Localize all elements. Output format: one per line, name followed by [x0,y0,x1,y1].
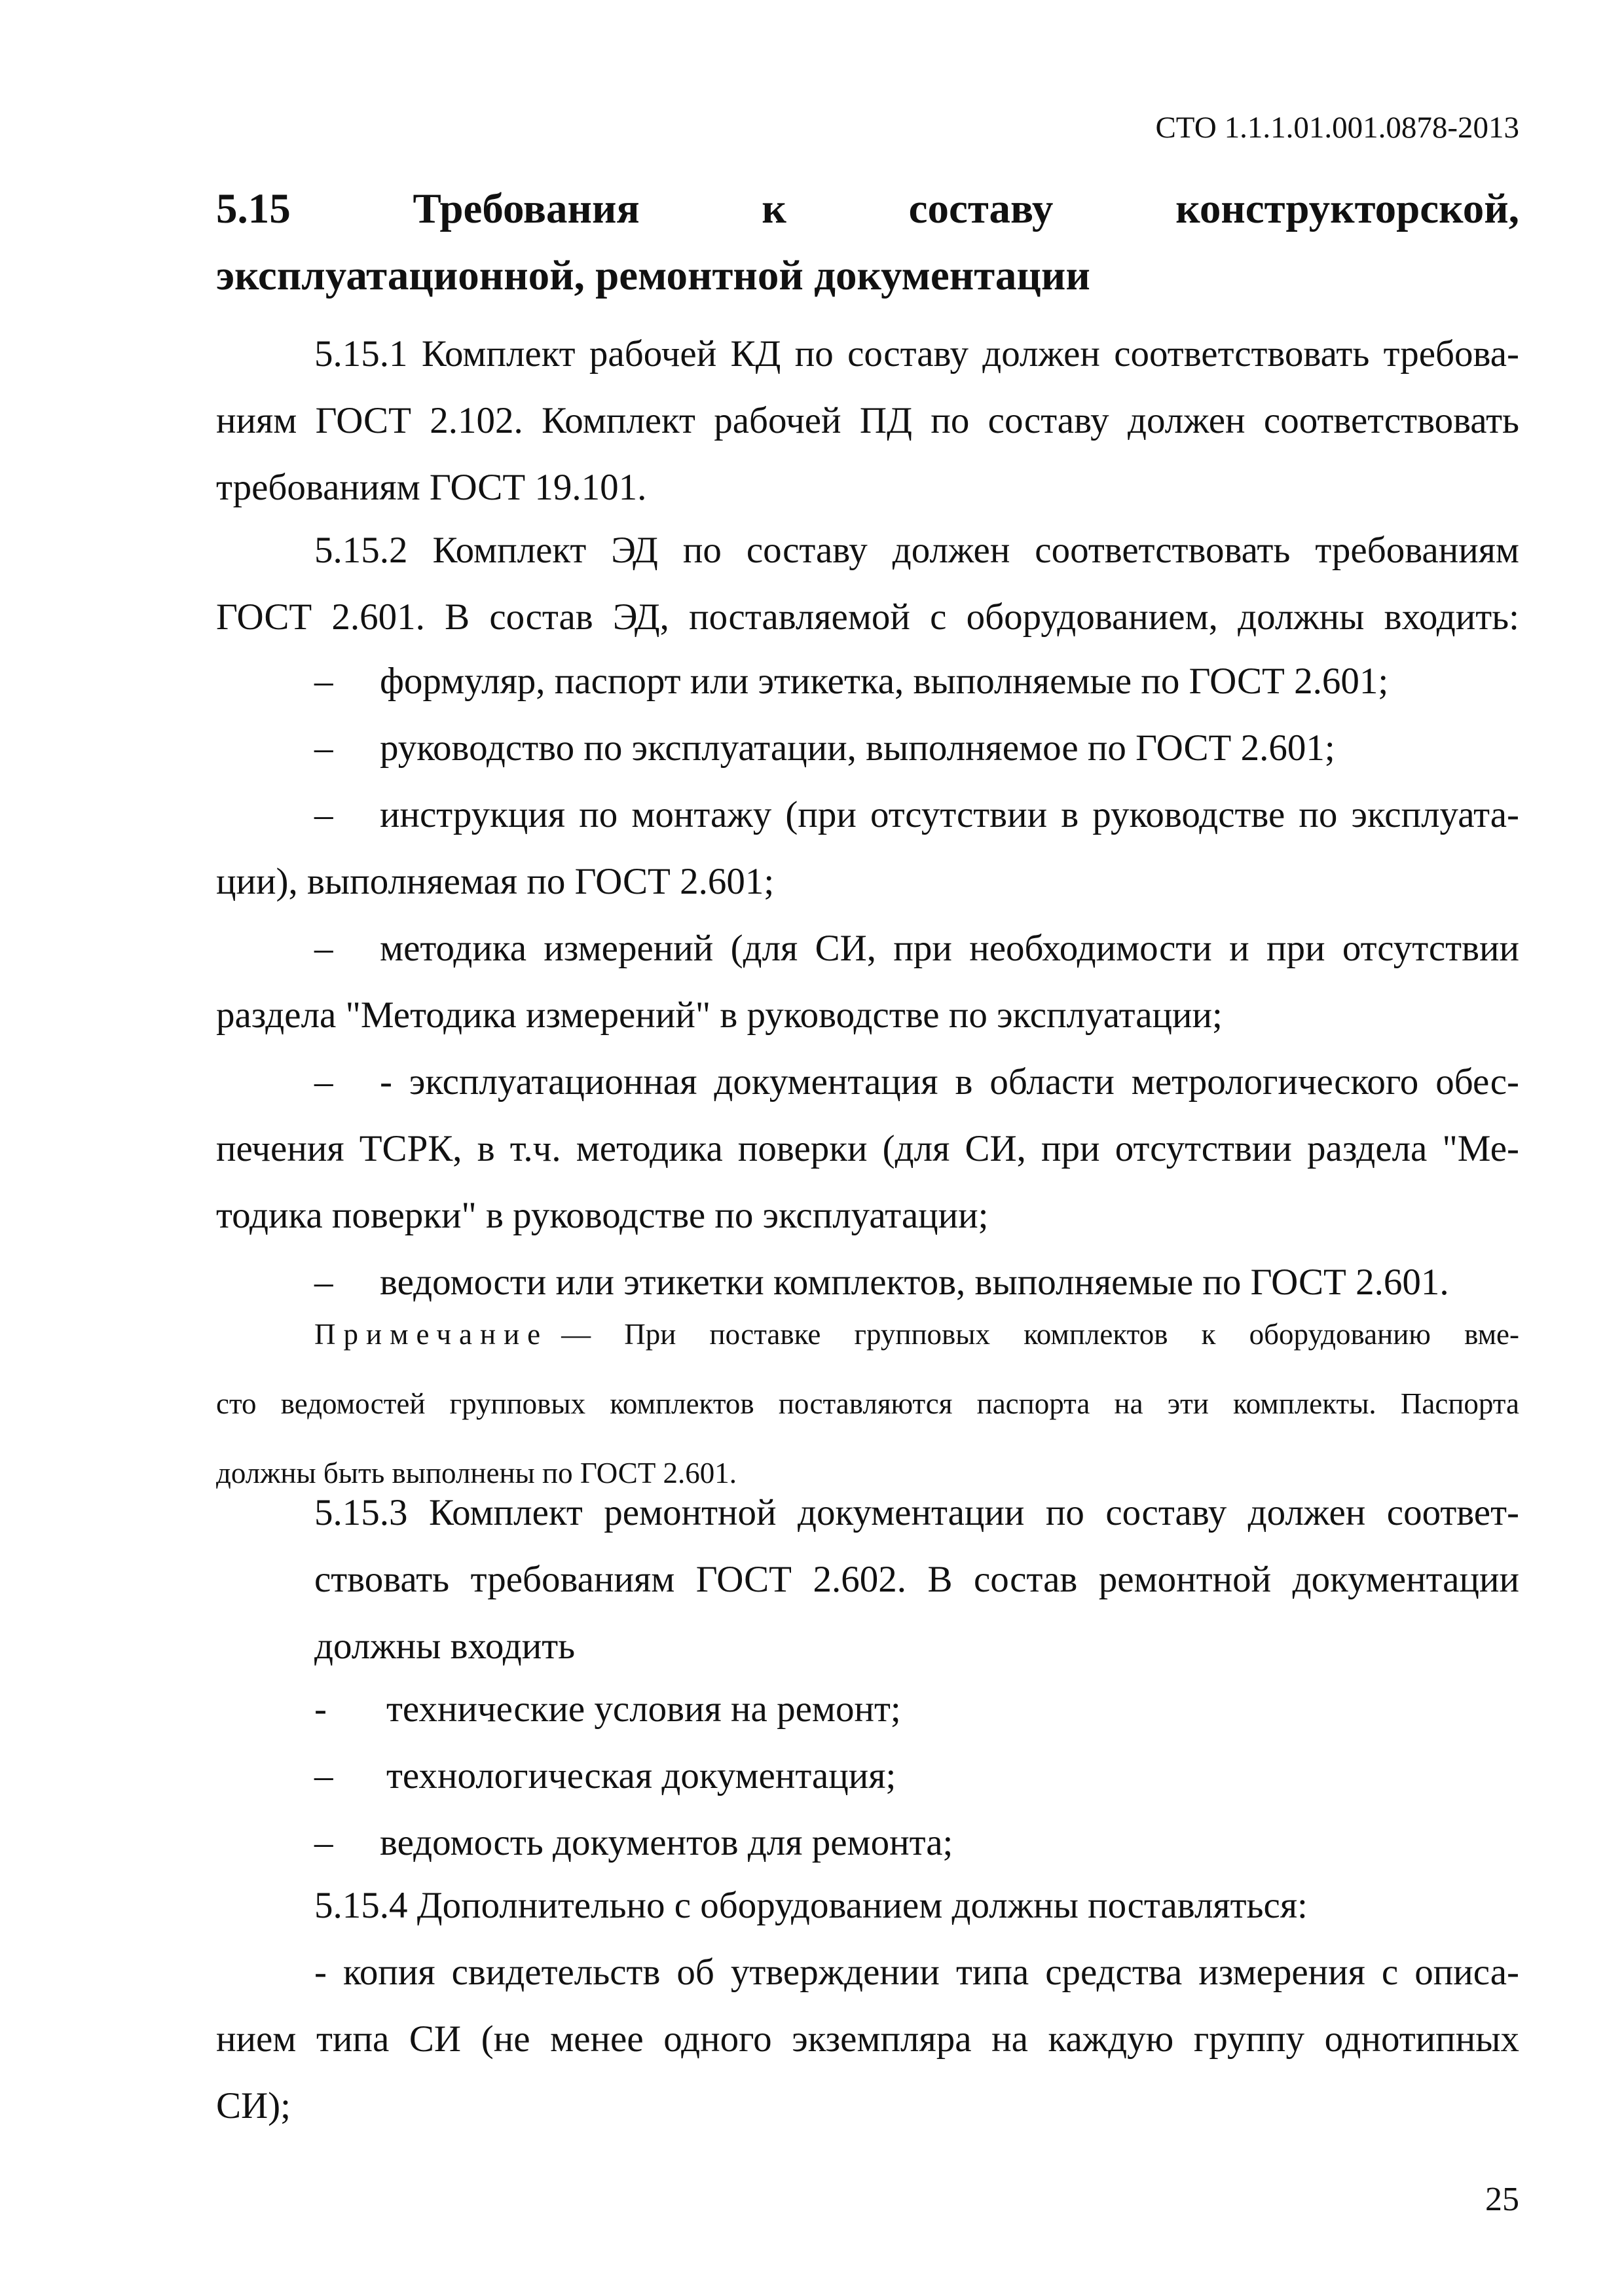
list-item-text: технические условия на ремонт; [386,1688,901,1730]
section-heading [216,175,1519,309]
text-line: нием типа СИ (не менее одного экземпляра на каждую группу однотипных [216,2018,1519,2060]
list-item-text: инструкция по монтажу (при отсутствии в руководстве по эксплуата- [380,794,1519,835]
list-dash: – [314,1061,333,1102]
note-line [216,1300,1519,1369]
list-dash: – [314,794,333,835]
list-item-continuation: тодика поверки" в руководстве по эксплуатации; [216,1195,989,1236]
list-item-text: технологическая документация; [386,1755,896,1796]
heading-word: к [762,185,786,232]
list-item-continuation: раздела "Методика измерений" в руководстве по эксплуатации; [216,994,1223,1036]
list-dash: – [314,1822,333,1863]
text-line: 5.15.3 Комплект ремонтной документации по составу должен соответ- [314,1492,1519,1533]
paragraph-5-15-4 [216,1872,1519,2140]
page-number: 25 [1485,2181,1519,2218]
list-dash: – [314,1755,333,1796]
list-item-continuation: печения ТСРК, в т.ч. методика поверки (для СИ, при отсутствии раздела "Ме- [216,1128,1519,1169]
list-dash: – [314,661,333,702]
list-item-text: формуляр, паспорт или этикетка, выполняемые по ГОСТ 2.601; [380,661,1389,702]
list-hyphen: - [314,1688,327,1730]
paragraph-5-15-1 [216,321,1519,521]
paragraph-5-15-3 [314,1480,1519,1680]
list-item-text: руководство по эксплуатации, выполняемое по ГОСТ 2.601; [380,727,1335,769]
text-line: 5.15.2 Комплект ЭД по составу должен соответствовать требованиям [314,530,1519,571]
text-line: требованиям ГОСТ 19.101. [216,467,647,508]
list-item [216,1049,1519,1116]
text-line: СИ); [216,2085,291,2126]
list-item-text: ведомость документов для ремонта; [380,1822,953,1863]
note-line: сто ведомостей групповых комплектов поставляются паспорта на эти комплекты. Паспорта [216,1387,1519,1420]
text-line: ниям ГОСТ 2.102. Комплект рабочей ПД по составу должен соответствовать [216,400,1519,441]
paragraph-5-15-2 [216,517,1519,651]
ed-composition-list [216,648,1519,1316]
list-item [216,1676,1519,1743]
list-item [216,648,1519,715]
heading-number: 5.15 [216,185,291,232]
text-line: должны входить [314,1626,576,1667]
list-item-continuation: ции), выполняемая по ГОСТ 2.601; [216,861,775,902]
heading-line-1 [216,175,1519,242]
list-dash: – [314,727,333,769]
heading-word: Требования [413,185,640,232]
list-dash: – [314,928,333,969]
list-item [216,715,1519,782]
list-item [216,1743,1519,1810]
text-line: ствовать требованиям ГОСТ 2.602. В состав ремонтной документации [314,1559,1519,1600]
repair-doc-list [216,1676,1519,1876]
text-line: 5.15.4 Дополнительно с оборудованием должны поставляться: [314,1885,1308,1926]
document-code: СТО 1.1.1.01.001.0878-2013 [1155,111,1519,145]
list-item [216,1810,1519,1876]
note-label: Примечание [314,1318,549,1351]
heading-word: составу [908,185,1054,232]
note-text: — При поставке групповых комплектов к оборудованию вме- [561,1318,1519,1351]
list-dash: – [314,1262,333,1303]
note-line: должны быть выполнены по ГОСТ 2.601. [216,1457,737,1489]
list-item [216,782,1519,848]
list-item-text: ведомости или этикетки комплектов, выполняемые по ГОСТ 2.601. [380,1262,1449,1303]
text-line: ГОСТ 2.601. В состав ЭД, поставляемой с оборудованием, должны входить: [216,596,1519,638]
heading-word: конструкторской, [1175,185,1519,232]
note-block [216,1300,1519,1508]
text-line: 5.15.1 Комплект рабочей КД по составу должен соответствовать требова- [314,333,1519,374]
text-line: - копия свидетельств об утверждении типа средства измерения с описа- [314,1952,1519,1993]
list-item-text: - эксплуатационная документация в области метрологического обес- [380,1061,1519,1102]
list-item-text: методика измерений (для СИ, при необходимости и при отсутствии [380,928,1519,969]
heading-line-2: эксплуатационной, ремонтной документации [216,252,1090,299]
list-item [216,915,1519,982]
